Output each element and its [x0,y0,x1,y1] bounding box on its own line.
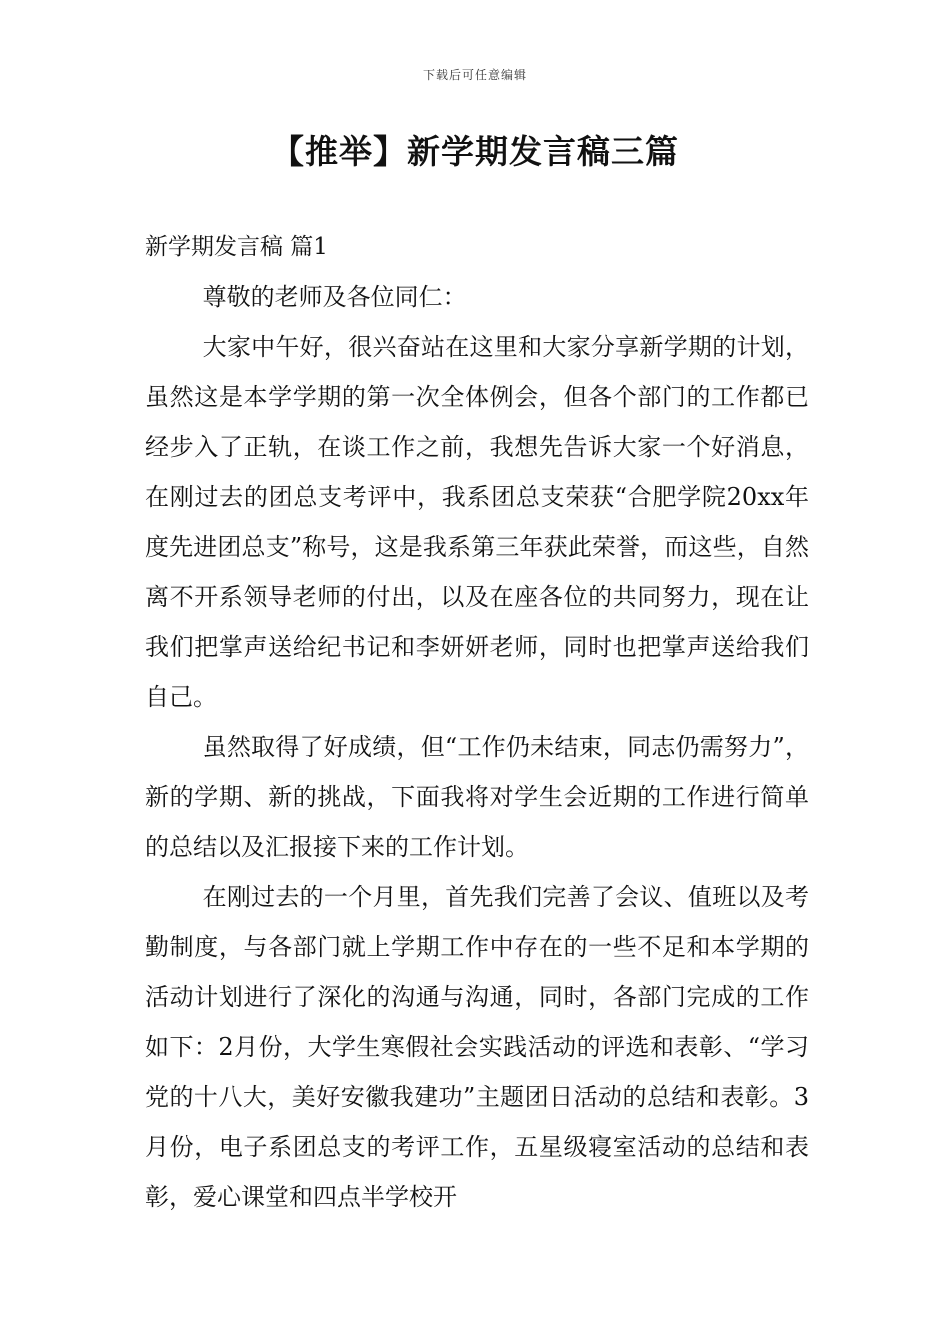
document-body [145,222,809,1222]
header-note: 下载后可任意编辑 [422,68,527,82]
document-title: 【推举】新学期发言稿三篇 [271,132,679,171]
body-paragraph: 大家中午好，很兴奋站在这里和大家分享新学期的计划，虽然这是本学学期的第一次全体例会，但各个部门的工作都已经步入了正轨，在谈工作之前，我想先告诉大家一个好消息，在刚过去的团总支考评中，我系团总支荣获“合肥学院20xx年度先进团总支”称号，这是我系第三年获此荣誉，而这些，自然离不开系领导老师的付出，以及在座各位的共同努力，现在让我们把掌声送给纪书记和李妍妍老师，同时也把掌声送给我们自己。 [145,333,809,711]
salutation-paragraph: 尊敬的老师及各位同仁： [202,283,467,311]
body-paragraph: 在刚过去的一个月里，首先我们完善了会议、值班以及考勤制度，与各部门就上学期工作中存在的一些不足和本学期的活动计划进行了深化的沟通与沟通，同时，各部门完成的工作如下：2月份，大学生寒假社会实践活动的评选和表彰、“学习党的十八大，美好安徽我建功”主题团日活动的总结和表彰。3月份，电子系团总支的考评工作，五星级寝室活动的总结和表彰，爱心课堂和四点半学校开 [145,883,809,1211]
section-heading: 新学期发言稿 篇1 [145,234,328,260]
body-paragraph: 虽然取得了好成绩，但“工作仍未结束，同志仍需努力”，新的学期、新的挑战，下面我将对学生会近期的工作进行简单的总结以及汇报接下来的工作计划。 [145,733,809,861]
